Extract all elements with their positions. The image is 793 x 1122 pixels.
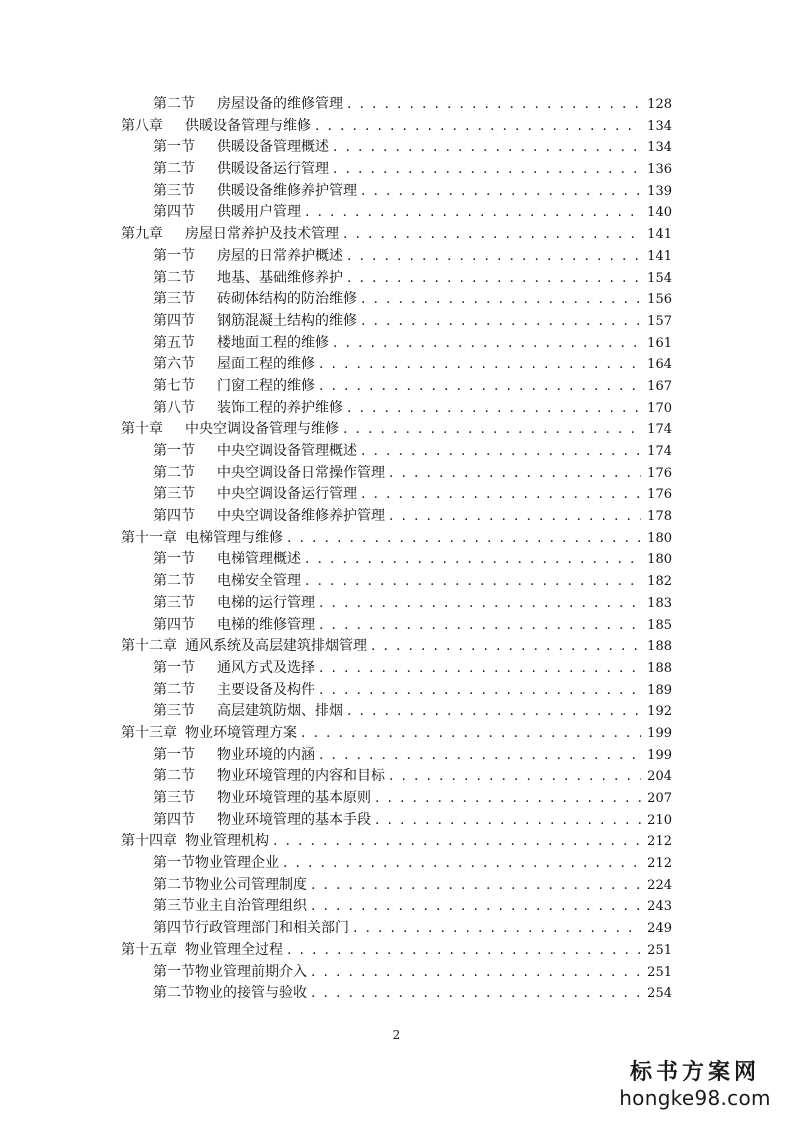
- toc-dot-leader: [357, 441, 641, 463]
- toc-entry-number: 第三节: [153, 703, 195, 720]
- toc-entry-page: 134: [647, 140, 672, 156]
- toc-entry-title: 通风方式及选择: [217, 659, 315, 676]
- toc-dot-leader: [269, 831, 641, 853]
- toc-entry-title: 第二节物业公司管理制度: [153, 876, 307, 893]
- toc-dot-leader: [283, 528, 641, 550]
- toc-entry-page: 140: [647, 205, 672, 221]
- toc-dot-leader: [371, 810, 641, 832]
- toc-entry-title: 第四节行政管理部门和相关部门: [153, 920, 349, 937]
- toc-entry-title: 中央空调设备管理概述: [217, 443, 357, 459]
- toc-section-entry[interactable]: [0, 289, 793, 311]
- toc-entry-number: 第一节: [153, 139, 195, 156]
- toc-entry-title: 屋面工程的维修: [217, 356, 315, 373]
- toc-section-entry[interactable]: [0, 875, 793, 897]
- toc-section-entry[interactable]: [0, 896, 793, 918]
- toc-chapter-entry[interactable]: [0, 940, 793, 962]
- toc-section-entry[interactable]: [0, 506, 793, 528]
- toc-entry-page: 199: [647, 747, 672, 763]
- toc-entry-number: 第一节: [153, 443, 195, 459]
- toc-entry-number: 第六节: [153, 356, 195, 373]
- toc-entry-number: 第二节: [153, 269, 195, 286]
- toc-entry-title: 主要设备及构件: [217, 681, 315, 698]
- toc-entry-number: 第一节: [153, 551, 195, 568]
- toc-section-entry[interactable]: [0, 441, 793, 463]
- toc-entry-number: 第九章: [121, 226, 163, 243]
- toc-dot-leader: [385, 463, 641, 485]
- toc-entry-number: 第八节: [153, 399, 195, 416]
- toc-dot-leader: [315, 745, 641, 767]
- toc-entry-page: 212: [647, 856, 672, 872]
- toc-dot-leader: [357, 181, 641, 203]
- toc-entry-page: 182: [647, 574, 672, 590]
- toc-entry-title: 房屋日常养护及技术管理: [185, 226, 339, 243]
- toc-entry-number: 第三节: [153, 594, 195, 611]
- toc-entry-title: 供暖设备运行管理: [217, 161, 329, 178]
- toc-chapter-entry[interactable]: [0, 528, 793, 550]
- toc-section-entry[interactable]: [0, 853, 793, 875]
- toc-entry-number: 第五节: [153, 334, 195, 351]
- toc-entry-number: 第四节: [153, 204, 195, 221]
- toc-entry-page: 224: [647, 877, 672, 893]
- toc-dot-leader: [339, 419, 641, 441]
- toc-entry-number: 第三节: [153, 182, 195, 199]
- toc-dot-leader: [301, 202, 641, 224]
- toc-entry-title: 物业环境管理方案: [185, 724, 297, 741]
- toc-dot-leader: [307, 983, 641, 1005]
- toc-entry-page: 249: [647, 921, 672, 937]
- toc-entry-title: 中央空调设备运行管理: [217, 486, 357, 503]
- toc-entry-page: 157: [647, 313, 672, 329]
- toc-entry-page: 207: [647, 791, 672, 806]
- toc-entry-title: 砖砌体结构的防治维修: [217, 291, 357, 308]
- toc-entry-number: 第十四章: [121, 833, 177, 850]
- toc-section-entry[interactable]: [0, 549, 793, 571]
- toc-entry-page: 161: [647, 335, 672, 351]
- toc-dot-leader: [357, 311, 641, 333]
- toc-entry-number: 第二节: [153, 96, 195, 112]
- toc-entry-page: 188: [647, 660, 672, 676]
- toc-dot-leader: [315, 680, 641, 702]
- toc-dot-leader: [279, 853, 641, 875]
- toc-entry-number: 第一节: [153, 659, 195, 676]
- toc-dot-leader: [343, 246, 641, 268]
- toc-section-entry[interactable]: [0, 810, 793, 832]
- toc-entry-page: 167: [647, 378, 672, 394]
- toc-chapter-entry[interactable]: [0, 224, 793, 246]
- toc-dot-leader: [357, 484, 641, 506]
- site-watermark: [615, 1060, 775, 1110]
- toc-dot-leader: [329, 159, 641, 181]
- toc-dot-leader: [307, 896, 641, 918]
- toc-entry-number: 第二节: [153, 681, 195, 698]
- toc-entry-title: 中央空调设备维修养护管理: [217, 508, 385, 525]
- toc-entry-number: 第一节: [153, 746, 195, 763]
- toc-entry-page: 139: [647, 183, 672, 199]
- toc-entry-page: 185: [647, 617, 672, 633]
- toc-chapter-entry[interactable]: [0, 723, 793, 745]
- toc-dot-leader: [315, 354, 641, 376]
- toc-chapter-entry[interactable]: [0, 116, 793, 138]
- toc-section-entry[interactable]: [0, 268, 793, 290]
- toc-entry-number: 第三节: [153, 790, 195, 806]
- toc-entry-title: 供暖用户管理: [217, 204, 301, 221]
- toc-entry-number: 第四节: [153, 312, 195, 329]
- toc-entry-title: 房屋设备的维修管理: [217, 96, 343, 112]
- toc-section-entry[interactable]: [0, 701, 793, 723]
- toc-entry-page: 141: [647, 248, 672, 264]
- toc-entry-title: 物业管理机构: [185, 833, 269, 850]
- toc-dot-leader: [371, 788, 641, 810]
- toc-entry-number: 第十章: [121, 421, 163, 438]
- toc-dot-leader: [315, 615, 641, 637]
- toc-entry-page: 156: [647, 292, 672, 308]
- toc-section-entry[interactable]: [0, 918, 793, 940]
- toc-entry-title: 地基、基础维修养护: [217, 269, 343, 286]
- toc-section-entry[interactable]: [0, 376, 793, 398]
- toc-entry-number: 第二节: [153, 573, 195, 590]
- table-of-contents: [0, 94, 793, 1005]
- toc-entry-title: 楼地面工程的维修: [217, 334, 329, 351]
- toc-entry-number: 第四节: [153, 811, 195, 828]
- toc-entry-page: 199: [647, 725, 672, 741]
- toc-entry-title: 电梯管理概述: [217, 551, 301, 568]
- toc-entry-title: 物业管理全过程: [185, 941, 283, 958]
- toc-dot-leader: [385, 766, 641, 788]
- toc-dot-leader: [301, 571, 641, 593]
- toc-chapter-entry[interactable]: [0, 419, 793, 441]
- toc-section-entry[interactable]: [0, 463, 793, 485]
- watermark-site-name: 标书方案网: [629, 1060, 760, 1085]
- toc-dot-leader: [349, 918, 641, 940]
- toc-entry-page: 154: [647, 270, 672, 286]
- toc-entry-page: 192: [647, 704, 672, 720]
- toc-entry-page: 251: [647, 942, 672, 958]
- toc-entry-number: 第四节: [153, 508, 195, 525]
- toc-entry-page: 204: [647, 769, 672, 785]
- toc-entry-page: 128: [647, 97, 672, 112]
- toc-entry-title: 物业环境管理的基本原则: [217, 790, 371, 806]
- toc-entry-page: 170: [647, 400, 672, 416]
- toc-chapter-entry[interactable]: [0, 636, 793, 658]
- toc-dot-leader: [343, 701, 641, 723]
- toc-entry-page: 210: [647, 812, 672, 828]
- toc-entry-page: 189: [647, 682, 672, 698]
- watermark-site-url: hongke98.com: [619, 1086, 771, 1110]
- toc-dot-leader: [297, 723, 641, 745]
- toc-dot-leader: [329, 333, 641, 355]
- toc-entry-number: 第十一章: [121, 529, 177, 546]
- toc-section-entry[interactable]: [0, 354, 793, 376]
- toc-entry-number: 第十五章: [121, 941, 177, 958]
- toc-entry-title: 装饰工程的养护维修: [217, 399, 343, 416]
- toc-entry-title: 钢筋混凝土结构的维修: [217, 312, 357, 329]
- toc-section-entry[interactable]: [0, 202, 793, 224]
- toc-section-entry[interactable]: [0, 615, 793, 637]
- toc-dot-leader: [315, 376, 641, 398]
- toc-entry-page: 174: [647, 444, 672, 459]
- toc-dot-leader: [343, 268, 641, 290]
- toc-entry-title: 第二节物业的接管与验收: [153, 985, 307, 1002]
- toc-dot-leader: [329, 137, 641, 159]
- toc-entry-title: 电梯的维修管理: [217, 616, 315, 633]
- toc-entry-number: 第二节: [153, 768, 195, 785]
- toc-entry-page: 180: [647, 530, 672, 546]
- toc-entry-number: 第十二章: [121, 638, 177, 655]
- toc-dot-leader: [315, 658, 641, 680]
- toc-entry-number: 第七节: [153, 377, 195, 394]
- toc-dot-leader: [283, 940, 641, 962]
- toc-entry-page: 188: [647, 639, 672, 655]
- toc-entry-page: 176: [647, 487, 672, 503]
- toc-section-entry[interactable]: [0, 484, 793, 506]
- toc-entry-title: 电梯管理与维修: [185, 529, 283, 546]
- toc-entry-number: 第二节: [153, 161, 195, 178]
- toc-entry-page: 254: [647, 986, 672, 1002]
- toc-entry-title: 中央空调设备管理与维修: [185, 421, 339, 438]
- toc-entry-number: 第三节: [153, 291, 195, 308]
- toc-section-entry[interactable]: [0, 159, 793, 181]
- toc-section-entry[interactable]: [0, 398, 793, 420]
- toc-entry-page: 212: [647, 834, 672, 850]
- toc-dot-leader: [385, 506, 641, 528]
- toc-entry-number: 第十三章: [121, 724, 177, 741]
- toc-entry-page: 136: [647, 162, 672, 178]
- toc-entry-page: 243: [647, 899, 672, 915]
- toc-entry-title: 电梯的运行管理: [217, 594, 315, 611]
- toc-section-entry[interactable]: [0, 983, 793, 1005]
- toc-entry-number: 第二节: [153, 464, 195, 481]
- toc-dot-leader: [339, 224, 641, 246]
- toc-entry-page: 141: [647, 227, 672, 243]
- toc-section-entry[interactable]: [0, 745, 793, 767]
- toc-entry-number: 第一节: [153, 247, 195, 264]
- toc-section-entry[interactable]: [0, 962, 793, 984]
- toc-entry-title: 第一节物业管理企业: [153, 855, 279, 872]
- toc-entry-title: 物业环境的内涵: [217, 746, 315, 763]
- page-number: 2: [392, 1028, 401, 1042]
- toc-entry-page: 180: [647, 552, 672, 568]
- toc-entry-number: 第三节: [153, 486, 195, 503]
- toc-entry-page: 164: [647, 357, 672, 373]
- toc-entry-page: 176: [647, 465, 672, 481]
- toc-dot-leader: [301, 549, 641, 571]
- toc-entry-page: 174: [647, 422, 672, 438]
- toc-entry-title: 通风系统及高层建筑排烟管理: [185, 638, 367, 655]
- toc-entry-title: 供暖设备管理与维修: [185, 117, 311, 134]
- toc-entry-title: 第一节物业管理前期介入: [153, 963, 307, 980]
- toc-section-entry[interactable]: [0, 680, 793, 702]
- toc-entry-title: 物业环境管理的内容和目标: [217, 768, 385, 785]
- toc-section-entry[interactable]: [0, 333, 793, 355]
- toc-entry-title: 物业环境管理的基本手段: [217, 811, 371, 828]
- toc-chapter-entry[interactable]: [0, 831, 793, 853]
- toc-dot-leader: [367, 636, 641, 658]
- toc-entry-number: 第四节: [153, 616, 195, 633]
- toc-entry-title: 门窗工程的维修: [217, 377, 315, 394]
- toc-dot-leader: [307, 962, 641, 984]
- toc-section-entry[interactable]: [0, 94, 793, 116]
- toc-entry-title: 高层建筑防烟、排烟: [217, 703, 343, 720]
- toc-entry-page: 183: [647, 595, 672, 611]
- toc-dot-leader: [357, 289, 641, 311]
- toc-section-entry[interactable]: [0, 311, 793, 333]
- toc-dot-leader: [311, 116, 641, 138]
- toc-entry-title: 供暖设备管理概述: [217, 139, 329, 156]
- toc-entry-title: 第三节业主自治管理组织: [153, 898, 307, 915]
- toc-section-entry[interactable]: [0, 181, 793, 203]
- toc-entry-number: 第八章: [121, 117, 163, 134]
- toc-dot-leader: [343, 94, 641, 116]
- toc-entry-title: 电梯安全管理: [217, 573, 301, 590]
- toc-dot-leader: [307, 875, 641, 897]
- toc-entry-title: 房屋的日常养护概述: [217, 247, 343, 264]
- toc-section-entry[interactable]: [0, 246, 793, 268]
- toc-entry-page: 178: [647, 509, 672, 525]
- toc-section-entry[interactable]: [0, 788, 793, 810]
- toc-dot-leader: [315, 593, 641, 615]
- toc-section-entry[interactable]: [0, 593, 793, 615]
- toc-entry-page: 134: [647, 118, 672, 134]
- toc-section-entry[interactable]: [0, 658, 793, 680]
- toc-section-entry[interactable]: [0, 766, 793, 788]
- toc-section-entry[interactable]: [0, 137, 793, 159]
- toc-section-entry[interactable]: [0, 571, 793, 593]
- toc-entry-title: 供暖设备维修养护管理: [217, 182, 357, 199]
- toc-entry-page: 251: [647, 964, 672, 980]
- toc-entry-title: 中央空调设备日常操作管理: [217, 464, 385, 481]
- toc-dot-leader: [343, 398, 641, 420]
